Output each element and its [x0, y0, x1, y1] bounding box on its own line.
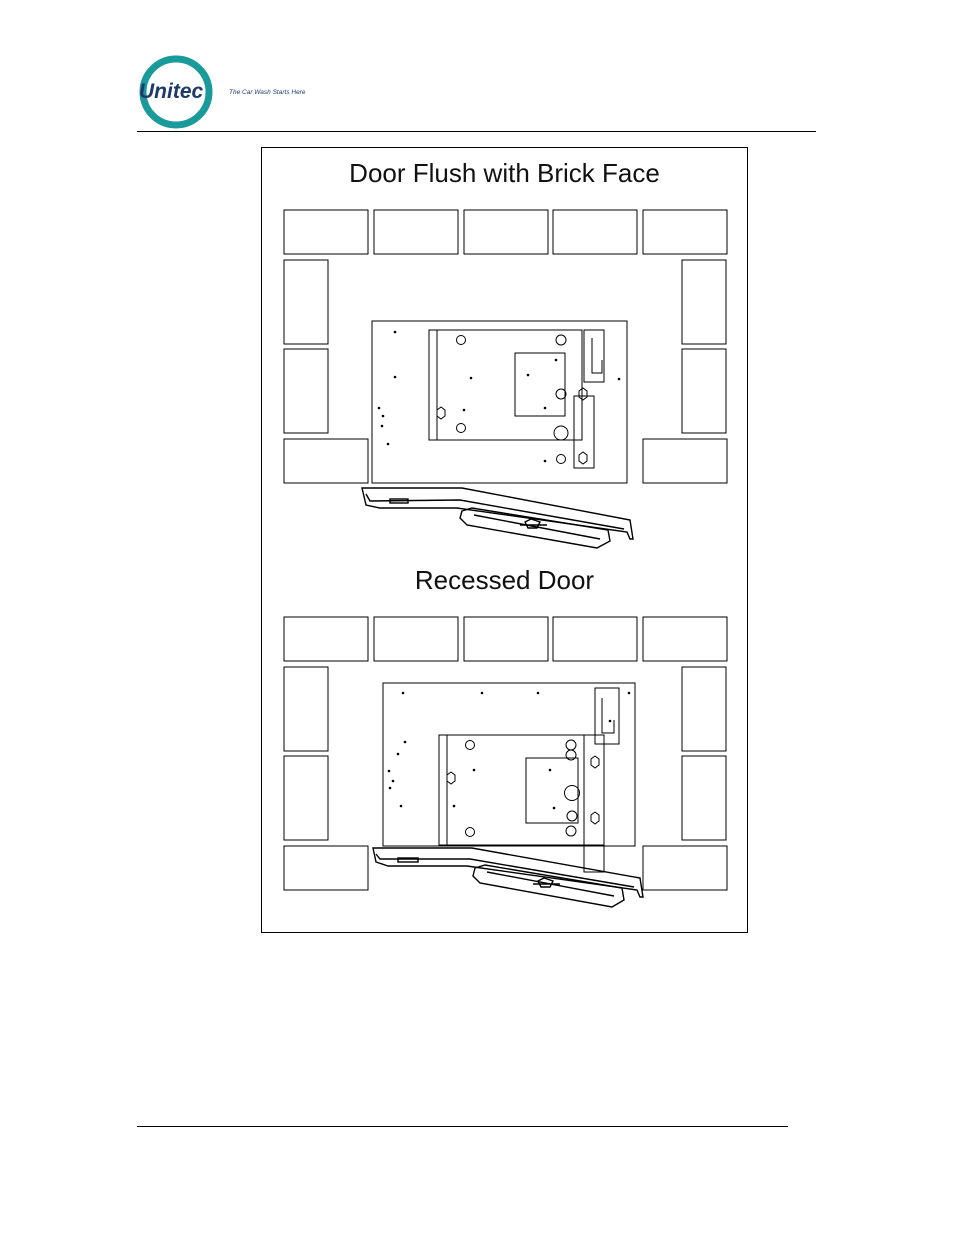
brick: [643, 439, 727, 483]
brick: [464, 617, 548, 661]
footer-rule: [137, 1126, 788, 1127]
brick: [284, 260, 328, 344]
brick: [553, 210, 637, 254]
flush-door-body: [372, 321, 627, 483]
recessed-door-panel: [373, 848, 643, 907]
brick: [643, 210, 727, 254]
unitec-logo: [136, 52, 336, 132]
brick: [682, 667, 726, 751]
brick: [374, 210, 458, 254]
panel-title-recessed: Recessed Door: [414, 565, 595, 595]
brick: [374, 617, 458, 661]
brick: [284, 210, 368, 254]
brick: [284, 617, 368, 661]
brick: [284, 846, 368, 890]
door-diagram-drawing: [262, 148, 749, 934]
flush-brick-frame: [284, 210, 727, 483]
brick: [284, 756, 328, 840]
brick: [643, 846, 727, 890]
logo-tagline: The Car Wash Starts Here: [229, 89, 306, 96]
recessed-door-body: [383, 683, 635, 872]
brick: [682, 349, 726, 433]
brick: [284, 439, 368, 483]
brick: [643, 617, 727, 661]
header-rule: [137, 131, 816, 132]
door-diagram-figure: [261, 147, 748, 933]
recessed-rivets: [388, 692, 631, 810]
brick: [284, 349, 328, 433]
brick: [553, 617, 637, 661]
brick: [682, 260, 726, 344]
recessed-brick-frame: [284, 617, 727, 890]
brick: [682, 756, 726, 840]
flush-door-panel: [362, 488, 633, 548]
brick: [284, 667, 328, 751]
brick: [464, 210, 548, 254]
logo-wordmark: Unitec: [139, 80, 204, 103]
panel-title-flush: Door Flush with Brick Face: [349, 158, 660, 188]
